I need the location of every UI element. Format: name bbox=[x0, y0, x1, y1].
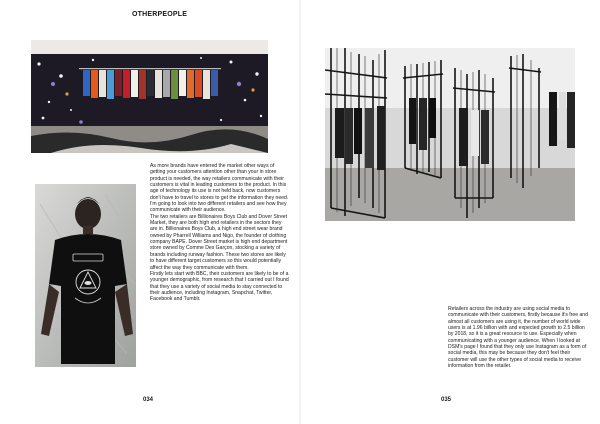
right-body-text bbox=[448, 306, 588, 369]
dsm-store-photo bbox=[325, 48, 575, 221]
left-page-number: 034 bbox=[143, 397, 154, 403]
bbc-tshirt-photo bbox=[35, 184, 136, 367]
bbc-store-photo bbox=[31, 40, 268, 153]
left-paragraph-2: The two retailers are Billionaires Boys Club and Dover Street Market, they are both high end retailers in the sectors they are in. Billionaires Boys Club, a high end street wear brand owned by Pharrell Williams and Nigo, the founder of clothing company BAPE. Dover Street market is high end department store owned by Comme Des Garçon, stocking a variety of brands including runway fashion. These two stores are likely to have different target customers so this would potentially affect the way they communicate with them. bbox=[150, 213, 288, 271]
page-gutter bbox=[299, 0, 301, 424]
left-paragraph-1: As more brands have entered the market other ways of getting your customers attention other than your in store product is needed, the way retailers communicate with their customers is vital in leading customers to the product. In this age of technology its use is not held back, now customers don't have to travel to stores to get the information they need. I'm going to look into two different retailers and see how they communicate with their audience. bbox=[150, 163, 289, 214]
magazine-title: OTHERPEOPLE bbox=[132, 11, 188, 18]
left-paragraph-3: Firstly lets start with BBC, their customers are likely to be of a younger demographic, from research that I carried out I found that they use a variety of social media to stay connected to their audience, including Instagram, Snapchat, Twitter, Facebook and Tumblr. bbox=[150, 270, 289, 303]
right-paragraph-1: Retailers across the industry are using social media to communicate with their customers, firstly because it's free and almost all customers are using it, the number of world wide users is at 1.96 billion with and expected growth to 2.5 billion by 2018, so it is a great resource to use. Especially when communicating with a younger audience. When I looked at DSM's page I found that they only use Instagram as a form of social media, this may be because they don't feel their customer will use the other types of social media to receive information from the retailer. bbox=[448, 306, 588, 370]
right-page-number: 035 bbox=[441, 397, 452, 403]
left-body-text bbox=[150, 163, 290, 303]
